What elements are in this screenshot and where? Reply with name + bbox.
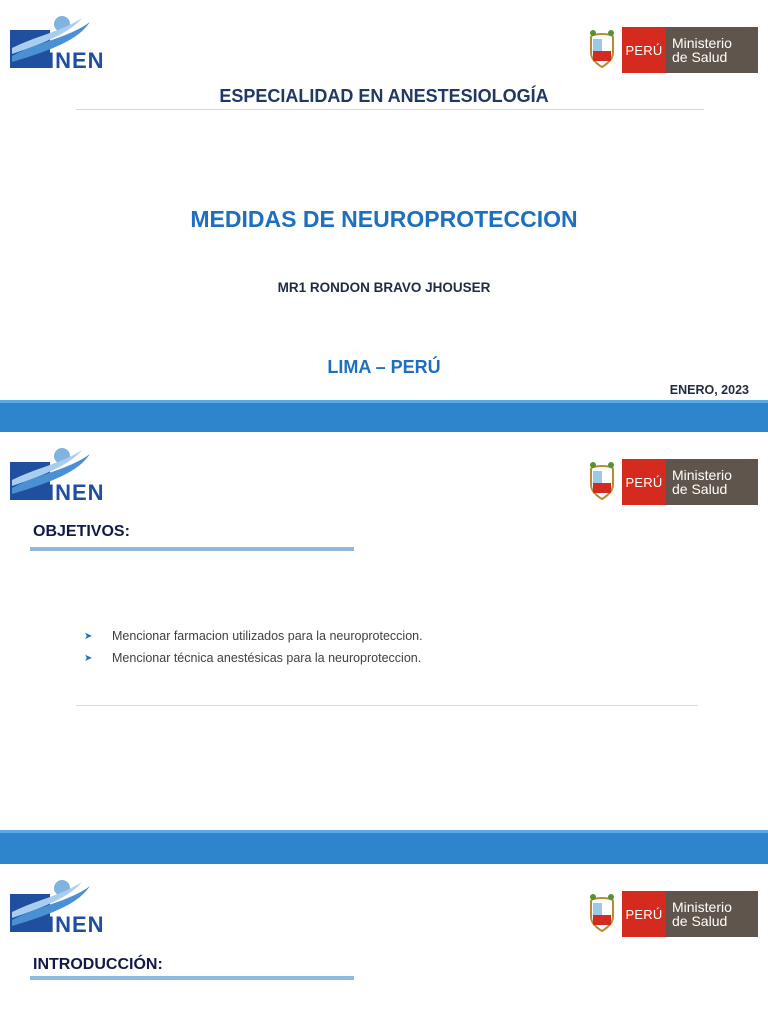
- date-label: ENERO, 2023: [669, 383, 749, 397]
- introduction-heading: INTRODUCCIÓN:: [33, 956, 163, 973]
- slide-title: [0, 0, 768, 432]
- content-divider: [76, 705, 698, 706]
- inen-logo: [8, 12, 136, 72]
- peru-label: PERÚ: [622, 891, 666, 937]
- arrow-bullet-icon: ➤: [84, 630, 93, 642]
- peru-coat-of-arms-icon: [582, 459, 622, 505]
- ministry-name: [666, 27, 758, 73]
- location: LIMA – PERÚ: [327, 357, 441, 377]
- ministry-line-1: Ministerio: [672, 35, 732, 51]
- peru-coat-of-arms-icon: [582, 27, 622, 73]
- ministerio-de-salud-logo: [582, 459, 758, 505]
- list-item: [84, 647, 423, 669]
- presentation-title: MEDIDAS DE NEUROPROTECCION: [190, 206, 578, 232]
- ministry-name: [666, 891, 758, 937]
- slide-objectives: [0, 432, 768, 864]
- footer-bar: [0, 400, 768, 432]
- inen-logo: [8, 444, 136, 504]
- ministry-line-1: Ministerio: [672, 899, 732, 915]
- peru-label: PERÚ: [622, 27, 666, 73]
- ministry-line-2: de Salud: [672, 481, 728, 497]
- inen-logo: [8, 876, 136, 936]
- arrow-bullet-icon: ➤: [84, 652, 93, 664]
- ministerio-de-salud-logo: [582, 891, 758, 937]
- ministerio-de-salud-logo: [582, 27, 758, 73]
- ministry-line-2: de Salud: [672, 913, 728, 929]
- svg-text:INEN: INEN: [48, 912, 105, 936]
- header-divider: [76, 109, 704, 110]
- author-name: MR1 RONDON BRAVO JHOUSER: [277, 280, 491, 295]
- peru-label: PERÚ: [622, 459, 666, 505]
- heading-underline: [30, 547, 354, 551]
- objectives-list: [84, 625, 423, 669]
- svg-text:INEN: INEN: [48, 48, 105, 72]
- specialty-header: ESPECIALIDAD EN ANESTESIOLOGÍA: [219, 86, 549, 106]
- objectives-heading: OBJETIVOS:: [33, 523, 130, 540]
- ministry-line-1: Ministerio: [672, 467, 732, 483]
- peru-coat-of-arms-icon: [582, 891, 622, 937]
- objective-text: Mencionar técnica anestésicas para la neuroproteccion.: [112, 651, 422, 665]
- objective-text: Mencionar farmacion utilizados para la neuroproteccion.: [112, 629, 423, 643]
- ministry-line-2: de Salud: [672, 49, 728, 65]
- svg-text:INEN: INEN: [48, 480, 105, 504]
- heading-underline: [30, 976, 354, 980]
- list-item: [84, 625, 423, 647]
- footer-bar: [0, 830, 768, 864]
- ministry-name: [666, 459, 758, 505]
- slide-introduction: [0, 864, 768, 1024]
